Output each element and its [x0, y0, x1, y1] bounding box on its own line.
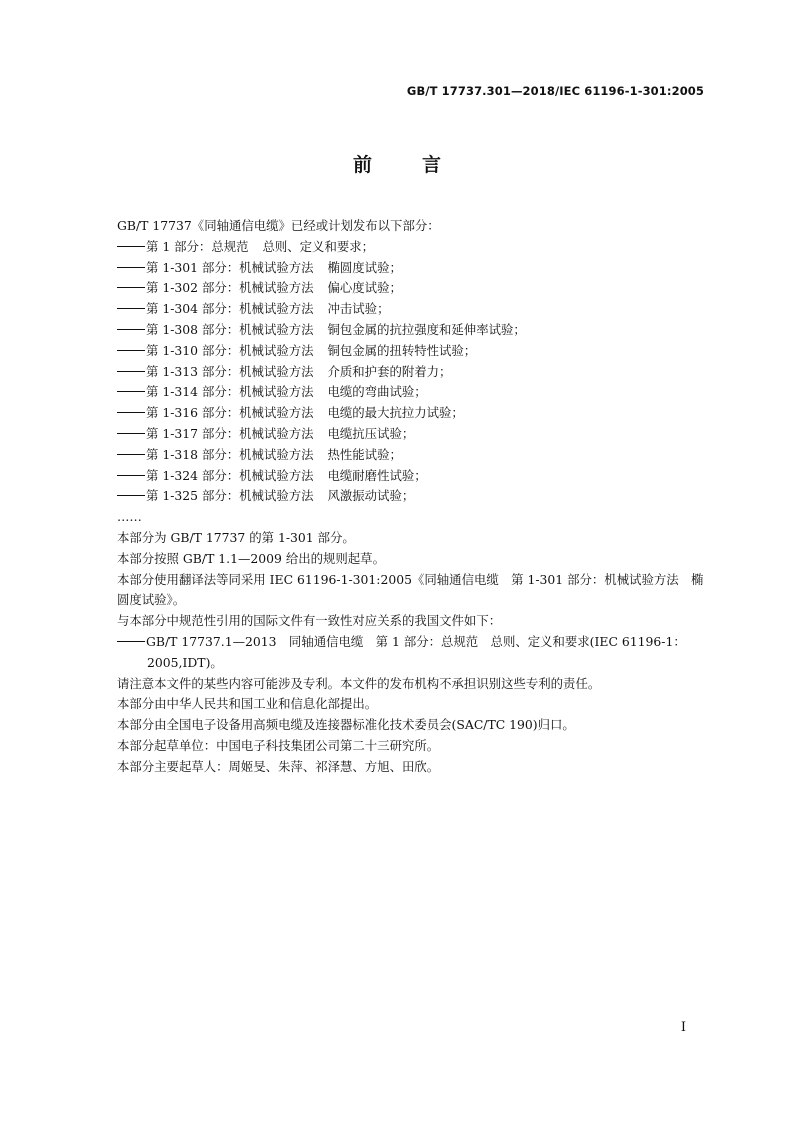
dash-mark — [117, 433, 145, 434]
reference-line-2: 2005,IDT)。 — [147, 654, 223, 670]
part-description: 总则、定义和要求； — [262, 238, 375, 254]
page-title — [0, 150, 794, 177]
dash-mark — [117, 391, 145, 392]
paragraph-part-of: 本部分为 GB/T 17737 的第 1-301 部分。 — [117, 529, 355, 545]
part-label: 第 1-316 部分：机械试验方法 — [146, 405, 314, 421]
part-description: 电缆抗压试验； — [327, 425, 415, 441]
part-description: 冲击试验； — [327, 301, 390, 317]
dash-mark — [117, 475, 145, 476]
reference-line-1: GB/T 17737.1—2013 同轴通信电缆 第 1 部分：总规范 总则、定义和要求(IEC 61196-1： — [146, 633, 686, 649]
part-label: 第 1-310 部分：机械试验方法 — [146, 342, 314, 358]
standard-id-header: GB/T 17737.301—2018/IEC 61196-1-301:2005 — [406, 84, 704, 98]
part-description: 电缆的最大抗拉力试验； — [327, 405, 464, 421]
dash-mark — [117, 454, 145, 455]
part-description: 铜包金属的扭转特性试验； — [327, 342, 477, 358]
dash-mark — [117, 329, 145, 330]
part-item — [117, 466, 709, 487]
part-item — [117, 424, 709, 445]
part-item — [117, 362, 709, 383]
part-item — [117, 382, 709, 403]
paragraph-committee: 本部分由全国电子设备用高频电缆及连接器标准化技术委员会(SAC/TC 190)归口。 — [117, 717, 575, 733]
part-label: 第 1-324 部分：机械试验方法 — [146, 467, 314, 483]
part-label: 第 1 部分：总规范 — [146, 238, 249, 254]
part-label: 第 1-318 部分：机械试验方法 — [146, 446, 314, 462]
page-number: I — [680, 1020, 686, 1035]
part-description: 偏心度试验； — [327, 280, 402, 296]
part-item — [117, 341, 709, 362]
part-description: 电缆耐磨性试验； — [327, 467, 427, 483]
reference-item — [117, 632, 709, 653]
title-char-1: 前 — [352, 154, 372, 176]
parts-list — [117, 237, 709, 507]
part-description: 介质和护套的附着力； — [327, 363, 452, 379]
dash-mark — [117, 412, 145, 413]
dash-mark — [117, 267, 145, 268]
paragraph-translation: 本部分使用翻译法等同采用 IEC 61196-1-301:2005《同轴通信电缆 第 1-301 部分：机械试验方法 椭圆度试验》。 — [117, 571, 704, 608]
dash-mark — [117, 287, 145, 288]
paragraph-patent: 请注意本文件的某些内容可能涉及专利。本文件的发布机构不承担识别这些专利的责任。 — [117, 675, 601, 691]
part-label: 第 1-301 部分：机械试验方法 — [146, 259, 314, 275]
part-item — [117, 320, 709, 341]
part-label: 第 1-308 部分：机械试验方法 — [146, 321, 314, 337]
part-label: 第 1-304 部分：机械试验方法 — [146, 301, 314, 317]
ellipsis: …… — [117, 509, 142, 525]
part-item — [117, 258, 709, 279]
part-label: 第 1-314 部分：机械试验方法 — [146, 384, 314, 400]
paragraph-corresponding: 与本部分中规范性引用的国际文件有一致性对应关系的我国文件如下： — [117, 613, 502, 629]
part-label: 第 1-317 部分：机械试验方法 — [146, 425, 314, 441]
part-item — [117, 278, 709, 299]
title-char-2: 言 — [422, 154, 442, 176]
paragraph-proposed: 本部分由中华人民共和国工业和信息化部提出。 — [117, 696, 378, 712]
part-description: 铜包金属的抗拉强度和延伸率试验； — [327, 321, 526, 337]
part-item — [117, 237, 709, 258]
part-description: 椭圆度试验； — [327, 259, 402, 275]
part-item — [117, 486, 709, 507]
part-description: 热性能试验； — [327, 446, 402, 462]
part-label: 第 1-313 部分：机械试验方法 — [146, 363, 314, 379]
paragraph-drafters: 本部分主要起草人：周姬旻、朱萍、祁泽慧、方旭、田欣。 — [117, 758, 440, 774]
part-label: 第 1-325 部分：机械试验方法 — [146, 488, 314, 504]
dash-mark — [117, 246, 145, 247]
part-description: 电缆的弯曲试验； — [327, 384, 427, 400]
part-item — [117, 445, 709, 466]
intro-line: GB/T 17737《同轴通信电缆》已经或计划发布以下部分： — [117, 218, 440, 233]
part-item — [117, 299, 709, 320]
part-label: 第 1-302 部分：机械试验方法 — [146, 280, 314, 296]
dash-mark — [117, 308, 145, 309]
dash-mark — [117, 371, 145, 372]
foreword-body — [117, 216, 709, 778]
dash-mark — [117, 495, 145, 496]
part-description: 风激振动试验； — [327, 488, 415, 504]
part-item — [117, 403, 709, 424]
paragraph-rules: 本部分按照 GB/T 1.1—2009 给出的规则起草。 — [117, 550, 385, 566]
dash-mark — [117, 641, 145, 642]
paragraph-drafting-unit: 本部分起草单位：中国电子科技集团公司第二十三研究所。 — [117, 737, 440, 753]
dash-mark — [117, 350, 145, 351]
